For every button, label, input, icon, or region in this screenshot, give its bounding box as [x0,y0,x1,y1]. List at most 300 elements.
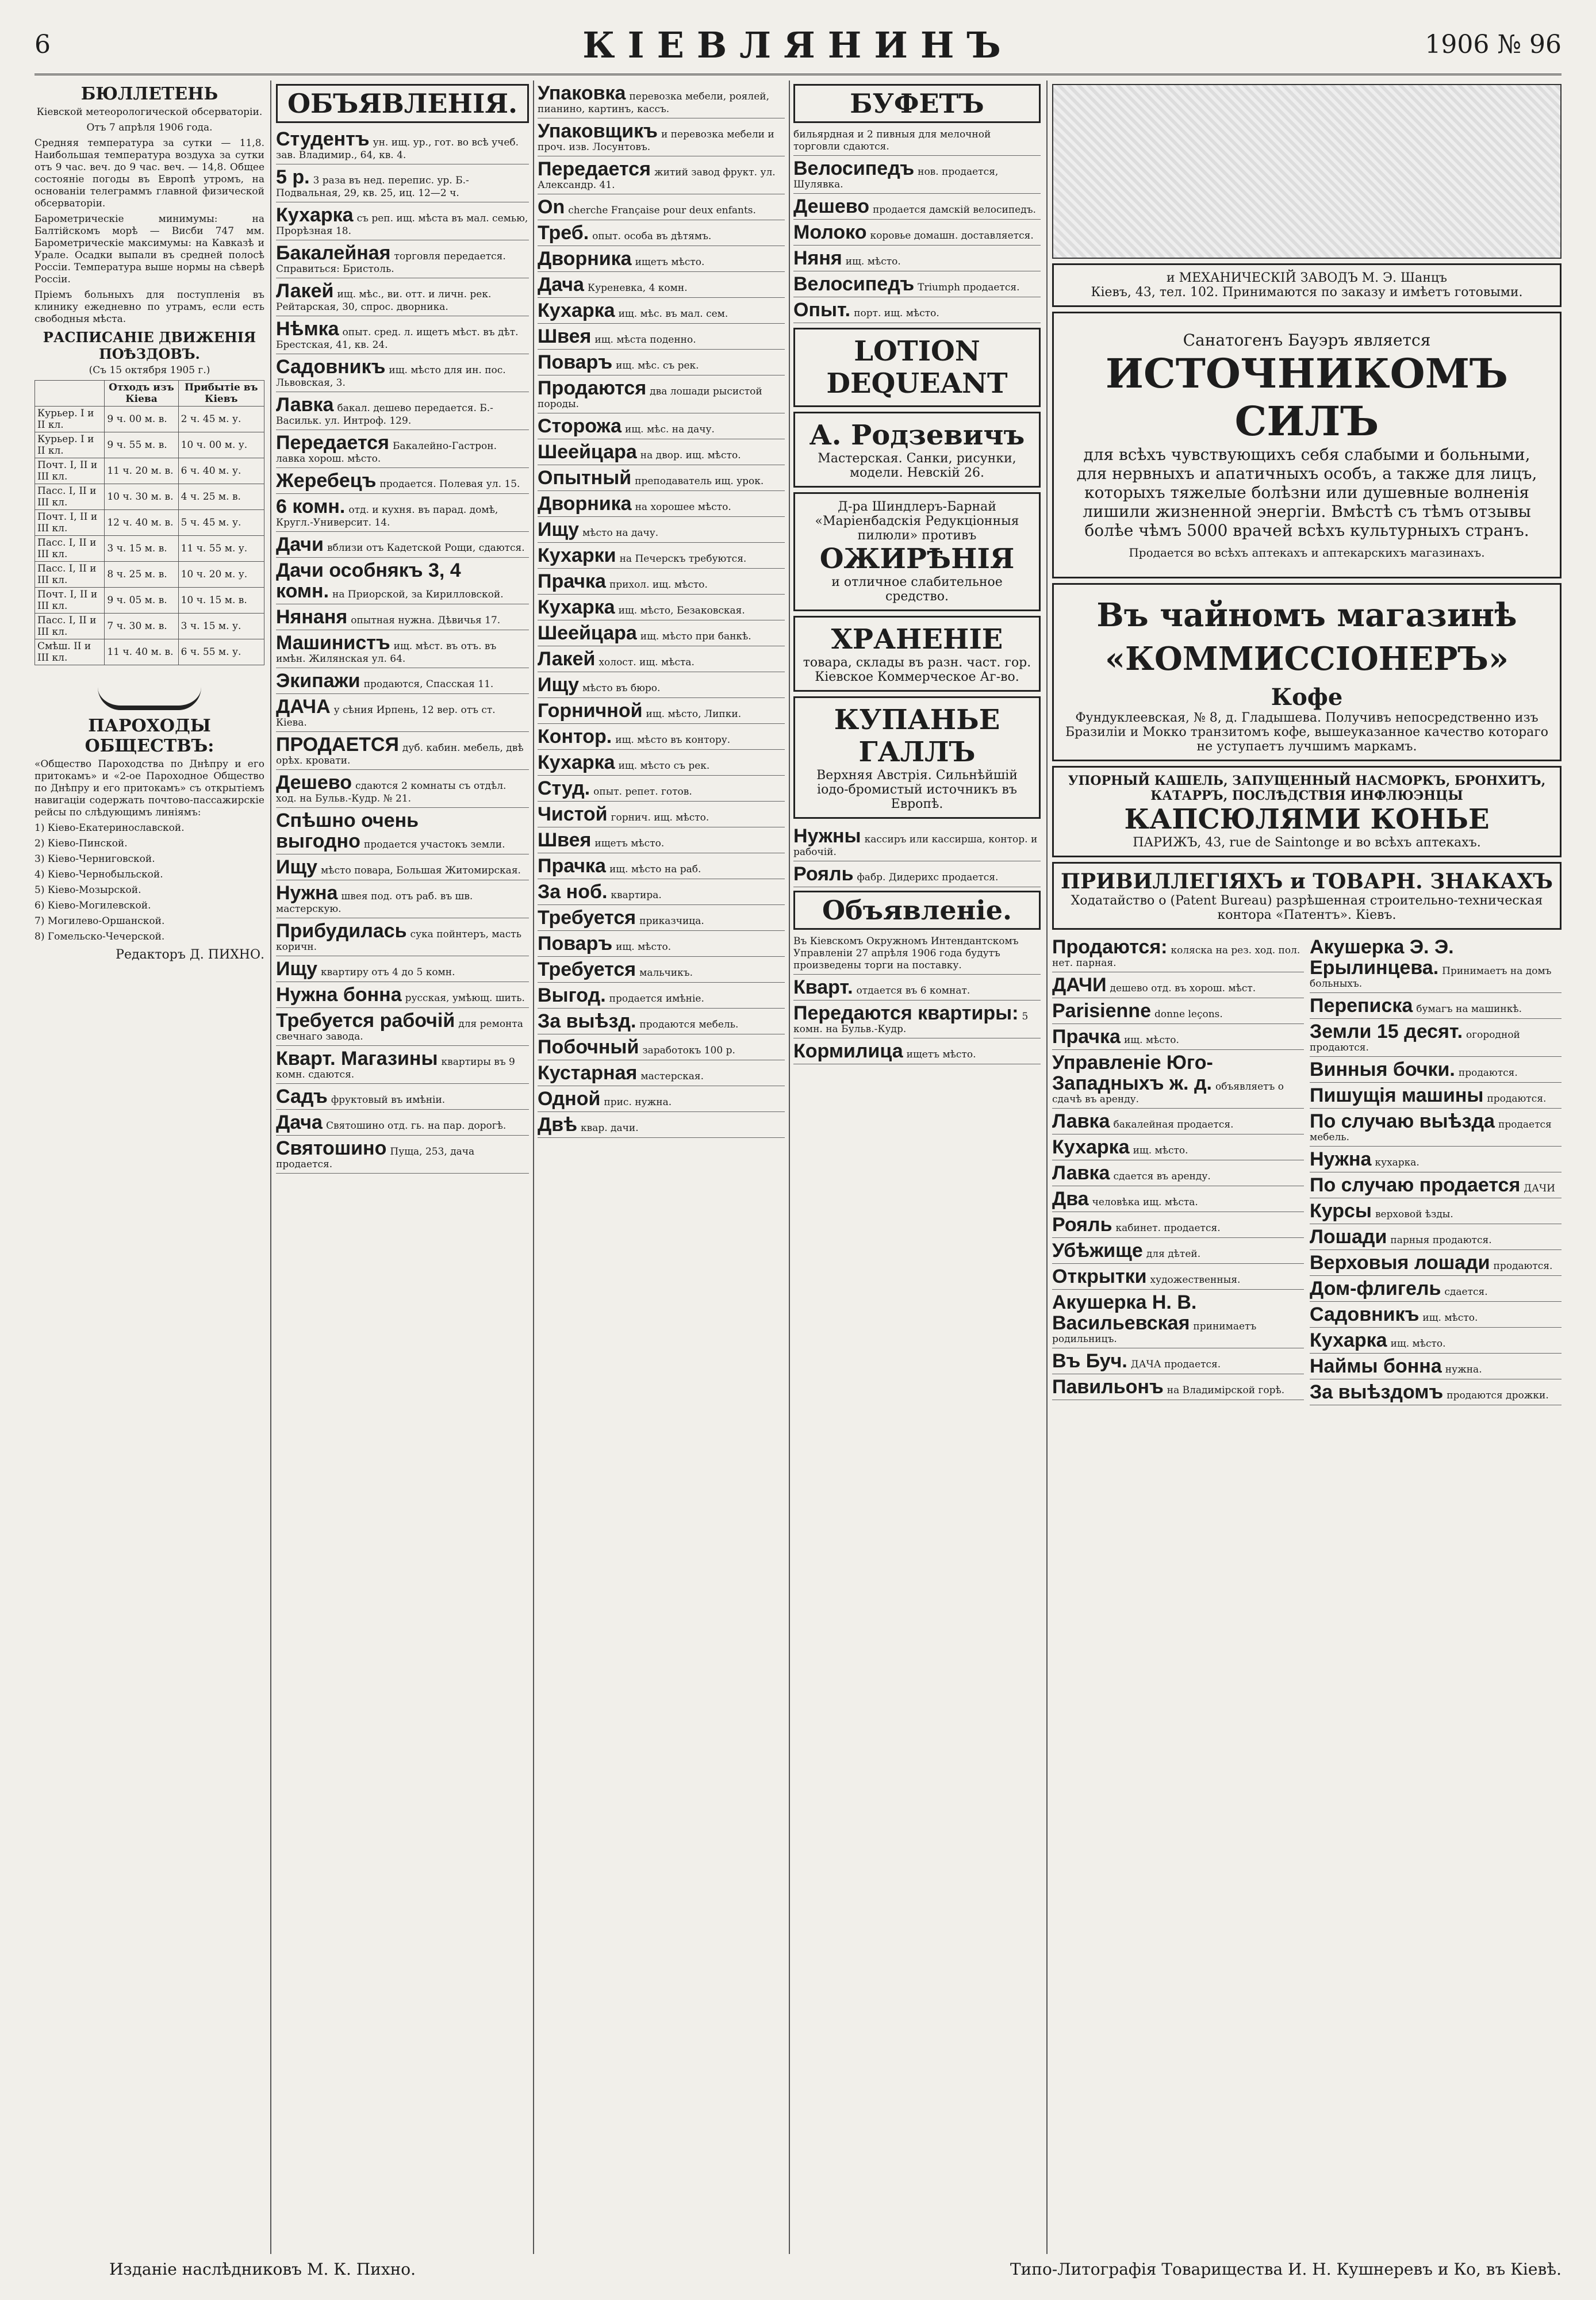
classified-ad [538,543,785,569]
classified-ad [276,956,529,982]
table-row [35,484,264,510]
classified-ad [1310,1250,1562,1276]
table-cell: 10 ч. 00 м. у. [178,432,264,458]
ad-keyword: Кухарка [276,204,354,226]
classified-ad [538,298,785,324]
ads-list [538,80,785,1138]
classified-ad [276,1046,529,1084]
classified-ad [276,1084,529,1110]
ad-text: ищ. мѣст. въ отъ. въ имѣн. Жилянская ул. 64. [276,641,497,665]
ad-text: продаются. [1487,1093,1547,1105]
classified-ad [538,491,785,517]
ad-keyword: Двѣ [538,1114,578,1136]
ad-keyword: Рояль [1052,1214,1112,1236]
classified-ad [1310,1379,1562,1405]
ad-keyword: Акушерка Н. В. Васильевская [1052,1291,1197,1334]
ad-keyword: Нужны [793,825,861,847]
patent-ad [1052,862,1562,930]
ad-text: и перевозка мебели и проч. изв. Лосунтовъ. [538,129,774,153]
classified-ad [1052,1109,1304,1134]
classified-ad [538,80,785,118]
classified-ad [538,983,785,1009]
column-rule [270,80,271,2254]
classified-ad [793,246,1041,271]
classified-ad [1052,934,1304,972]
table-cell: Почт. I, II и III кл. [35,510,105,536]
classified-ad [793,297,1041,323]
ad-keyword: Кварт. Магазины [276,1048,438,1070]
table-cell: 11 ч. 40 м. в. [105,639,178,665]
classified-ad [1052,1264,1304,1290]
classified-ad [538,465,785,491]
classified-ad [538,1034,785,1060]
ad-keyword: Швея [538,829,592,851]
ad-keyword: По случаю продается [1310,1174,1521,1196]
ad-text: нужна. [1445,1364,1482,1375]
ad-text: Святошино отд. гь. на пар. дорогѣ. [325,1120,507,1132]
classified-ad [538,246,785,272]
ad-text: порт. ищ. мѣсто. [854,308,939,319]
ad-text: заработокъ 100 р. [642,1045,735,1056]
ad-text: ищетъ мѣсто. [906,1049,976,1060]
classified-ad [538,220,785,246]
classified-ad [276,918,529,956]
classified-ad [538,375,785,413]
table-cell: 3 ч. 15 м. у. [178,614,264,639]
patent-title: ПРИВИЛЛЕГІЯХЪ и ТОВАРН. ЗНАКАХЪ [1061,869,1553,894]
obesity-text: и отличное слабительное средство. [831,575,1003,604]
classified-ad [1310,1276,1562,1302]
ad-keyword: Дачи особнякъ 3, 4 комн. [276,559,461,602]
ad-keyword: Бакалейная [276,242,391,264]
two-column-ads [1052,934,1562,1405]
ad-keyword: По случаю выѣзда [1310,1110,1495,1132]
ad-keyword: Продаются: [1052,936,1168,958]
classified-ad [538,1112,785,1138]
classified-ad [793,220,1041,246]
ad-text: ищ. мѣсто съ рек. [618,760,710,772]
ad-text: 3 раза въ нед. перепис. ур. Б.-Подвальная, 29, кв. 25, иц. 12—2 ч. [276,175,469,199]
classified-ad [1310,1057,1562,1083]
classified-ad [276,354,529,392]
ad-text: парныя продаются. [1390,1235,1492,1246]
ad-text: продается дамскій велосипедъ. [873,204,1036,216]
table-cell: 6 ч. 55 м. у. [178,639,264,665]
ad-text: ищ. мѣс., ви. отт. и личн. рек. Рейтарская, 30, спрос. дворника. [276,289,492,313]
ad-keyword: ДАЧА [276,696,331,718]
ships-text: «Общество Пароходства по Днѣпру и его притокамъ» и «2-ое Пароходное Общество по Днѣпру и его притокамъ» съ открытіемъ навигаціи содержать почтово-пассажирскіе рейсы по слѣдующимъ линіямъ: [34,758,264,818]
bath-text: Верхняя Австрія. Сильнѣйшій іодо-бромистый источникъ въ Европѣ. [816,768,1018,811]
ad-keyword: Шеейцара [538,441,637,463]
column-weather-schedule [34,80,264,2254]
ad-text: для ремонта свечнаго завода. [276,1018,523,1042]
column-classifieds-2 [538,80,785,2254]
ad-text: ищ. мѣс. на дачу. [625,424,715,435]
ad-text: прихол. ищ. мѣсто. [609,579,708,591]
factory-text: Кіевъ, 43, тел. 102. Принимаются по заказу и имѣетъ готовыми. [1091,285,1523,300]
classified-ad [1052,1212,1304,1238]
ships-title: ПАРОХОДЫ ОБЩЕСТВЪ: [85,716,214,756]
ad-keyword: Кустарная [538,1062,638,1084]
ad-text: квартиры въ 9 комн. сдаются. [276,1056,515,1080]
cough-remedy: КАПСЮЛЯМИ КОНЬЕ [1124,803,1490,835]
table-cell: 9 ч. 05 м. в. [105,588,178,614]
ad-keyword: Кухарка [1310,1329,1387,1351]
classified-ad [276,202,529,240]
ad-text: ищ. мѣсто для ин. пос. Львовская, 3. [276,365,506,389]
classified-ad [1052,998,1304,1024]
bath-title: КУПАНЬЕ ГАЛЛЪ [834,704,1000,768]
column-rule [533,80,534,2254]
ship-line: 4) Кіево-Чернобыльской. [34,869,163,880]
ad-text: ДАЧИ [1524,1183,1555,1194]
train-schedule-table [34,380,264,665]
ad-keyword: Горничной [538,700,643,722]
ad-text: donne leçons. [1154,1009,1223,1020]
ad-keyword: 5 р. [276,166,310,188]
sanatogen-title: ИСТОЧНИКОМЪ СИЛЪ [1105,350,1509,445]
editor-credit: Редакторъ Д. ПИХНО. [116,948,264,962]
classified-ad [276,278,529,316]
ad-text: мѣсто на дачу. [582,527,659,539]
ad-text: продаются мебель. [639,1019,739,1030]
rodzevich-title: А. Родзевичъ [809,419,1025,451]
classified-ad [538,957,785,983]
buffet-text: бильярдная и 2 пивныя для мелочной торговли сдаются. [793,126,1041,156]
ad-keyword: Упаковка [538,82,626,104]
ad-text: квартира. [611,890,662,901]
classified-ad [1052,1348,1304,1374]
factory-name: и МЕХАНИЧЕСКІЙ ЗАВОДЪ М. Э. Шанцъ [1166,271,1448,285]
ad-keyword: Передается [538,158,651,180]
classified-ad [1310,1147,1562,1172]
ad-keyword: Дача [538,274,584,296]
classified-ad [276,164,529,202]
classified-ad [1310,1302,1562,1328]
classified-ad [538,350,785,375]
classified-ad [1052,1160,1304,1186]
column-rule [1046,80,1048,2254]
classified-ad [1310,1019,1562,1057]
table-row [35,562,264,588]
announcement-text: Въ Кіевскомъ Окружномъ Интендантскомъ Управленіи 27 апрѣля 1906 года будутъ произведены торги на поставку. [793,933,1041,975]
ad-text: кабинет. продается. [1115,1222,1221,1234]
ad-keyword: Садъ [276,1086,328,1107]
ad-keyword: Студентъ [276,128,370,150]
ad-keyword: Опыт. [793,299,851,321]
ad-keyword: Передаются квартиры: [793,1002,1019,1024]
sanatogen-intro: Санатогенъ Бауэръ является [1183,331,1431,350]
ad-keyword: Прачка [538,570,606,592]
bulletin-text: Средняя температура за сутки — 11,8. Наибольшая температура воздуха за сутки отъ 9 час. веч. до 9 час. веч. — 14,8. Общее состояніе погоды въ Европѣ утромъ, на основаніи телеграммъ главной физической обсерваторіи. [34,137,264,209]
ad-keyword: Parisienne [1052,1000,1151,1022]
ad-keyword: Молоко [793,221,867,243]
table-row [35,536,264,562]
ad-keyword: On [538,196,565,218]
ad-keyword: ПРОДАЕТСЯ [276,734,399,756]
classified-ad [793,156,1041,194]
ad-text: продается мебель. [1310,1119,1552,1143]
classified-ad [793,1038,1041,1064]
patent-text: Ходатайство о (Patent Bureau) разрѣшенная строительно-техническая контора «Патентъ». Кіевъ. [1071,894,1543,922]
ad-keyword: Садовникъ [1310,1304,1419,1325]
publisher: Изданіе наслѣдниковъ М. К. Пихно. [109,2260,416,2279]
classified-ad [1310,993,1562,1019]
ad-text: съ реп. ищ. мѣста въ мал. семью, Прорѣзная 18. [276,213,528,237]
ad-text: ищ. мѣсто. [1133,1145,1188,1156]
ad-keyword: Ищу [538,674,580,696]
ad-text: на Печерскъ требуются. [619,553,747,565]
coffee-ad [1052,583,1562,761]
classified-ad [276,630,529,668]
ad-keyword: Поваръ [538,351,613,373]
ad-text: огородной продаются. [1310,1029,1520,1053]
table-cell: 2 ч. 45 м. у. [178,407,264,432]
ad-keyword: Нужна бонна [276,984,402,1006]
ad-keyword: Поваръ [538,933,613,954]
ad-keyword: Прибудилась [276,920,407,942]
ad-keyword: Дворника [538,248,632,270]
coffee-word: Кофе [1271,684,1343,711]
classified-ad [793,1000,1041,1038]
classified-ad [793,194,1041,220]
classified-ad [276,468,529,494]
ad-keyword: Кормилица [793,1040,903,1062]
table-cell: 10 ч. 20 м. у. [178,562,264,588]
table-row [35,510,264,536]
classified-ad [276,316,529,354]
ad-text: опытная нужна. Дѣвичья 17. [351,615,501,626]
ad-keyword: Продаются [538,377,647,399]
table-cell: Курьер. I и II кл. [35,407,105,432]
ad-keyword: Акушерка Э. Э. Ерылинцева. [1310,936,1454,979]
ad-keyword: Ищу [276,958,318,980]
table-cell: 9 ч. 00 м. в. [105,407,178,432]
doctor-name: Д-ра Шиндлеръ-Барнай [838,500,996,514]
classified-ad [538,272,785,298]
classified-ad [276,392,529,430]
classified-ad [538,1009,785,1034]
ads-list [793,156,1041,323]
table-cell: 8 ч. 25 м. в. [105,562,178,588]
classified-ad [538,194,785,220]
ad-keyword: Открытки [1052,1266,1147,1287]
ad-keyword: Нѣмка [276,318,339,340]
ad-text: верховой ѣзды. [1375,1209,1453,1220]
ad-keyword: Лакей [538,648,596,670]
ship-line: 8) Гомельско-Чечерской. [34,931,165,942]
ad-keyword: Требуется [538,959,636,980]
issue-number: 1906 № 96 [1425,30,1562,59]
classified-ad [1052,1238,1304,1264]
ad-keyword: Земли 15 десят. [1310,1021,1463,1042]
ship-line: 6) Кіево-Могилевской. [34,900,151,911]
ad-keyword: За ноб. [538,881,608,903]
ad-keyword: За выѣздомъ [1310,1381,1444,1403]
obesity-ad [793,492,1041,611]
ad-keyword: Чистой [538,803,608,825]
ad-text: квар. дачи. [581,1122,639,1134]
printer: Типо-Литографія Товарищества И. Н. Кушнеревъ и Ко, въ Кіевѣ. [1010,2260,1562,2279]
ad-keyword: Швея [538,325,592,347]
coffee-shop: «КОММИССІОНЕРЪ» [1105,640,1509,678]
ad-text: опыт. репет. готов. [593,786,692,798]
ship-line: 5) Кіево-Мозырской. [34,884,141,896]
ad-text: опыт. сред. л. ищетъ мѣст. въ дѣт. Брестская, 41, кв. 24. [276,327,519,351]
ad-keyword: Дом-флигель [1310,1278,1441,1300]
ad-keyword: Кухарка [1052,1136,1130,1158]
ad-text: ищ. мѣсто. [845,256,901,267]
ad-text: на двор. ищ. мѣсто. [640,450,741,461]
ad-text: торговля передается. Справиться: Бристоль. [276,251,506,275]
ad-keyword: Переписка [1310,995,1413,1017]
announcement-title: Объявленіе. [793,891,1041,930]
ad-text: перевозка мебели, роялей, пианино, картинъ, кассъ. [538,91,769,115]
sanatogen-footer: Продается во всѣхъ аптекахъ и аптекарскихъ магазинахъ. [1129,546,1485,559]
ad-keyword: Шеейцара [538,622,637,644]
ad-text: ищ. мѣсто на раб. [609,864,701,875]
ship-line: 2) Кіево-Пинской. [34,838,128,849]
ad-text: для дѣтей. [1146,1248,1201,1260]
ad-keyword: Два [1052,1188,1089,1210]
ad-text: фруктовый въ имѣніи. [331,1094,446,1106]
classified-ad [1052,1290,1304,1348]
table-header [35,381,105,407]
ad-keyword: Кухарка [538,752,615,773]
classified-ad [538,776,785,802]
ad-text: мастерская. [640,1071,704,1082]
ad-keyword: ДАЧИ [1052,974,1107,996]
ad-text: на Приорской, за Кирилловской. [332,589,504,600]
classified-ad [538,802,785,827]
ad-keyword: Управленіе Юго-Западныхъ ж. д. [1052,1052,1213,1094]
lotion-title: LOTION DEQUEANT [826,335,1008,400]
storage-text: товара, склады въ разн. част. гор. Кіевское Коммерческое Аг-во. [803,656,1031,684]
ad-text: продаются дрожки. [1447,1390,1549,1401]
cough-ad [1052,766,1562,857]
ad-text: продается имѣніе. [609,993,704,1005]
ad-text: отд. и кухня. въ парад. домѣ, Кругл.-Университ. 14. [276,504,498,528]
table-header: Прибытіе въ Кіевъ [178,381,264,407]
ad-text: художественныя. [1150,1274,1241,1286]
ad-keyword: Лавка [1052,1162,1110,1184]
ad-text: на Владимірской горѣ. [1167,1385,1285,1396]
classified-ad [276,604,529,630]
classified-ad [538,156,785,194]
ad-text: Пуща, 253, дача продается. [276,1146,475,1170]
ad-keyword: Въ Буч. [1052,1350,1127,1372]
classified-ad [538,646,785,672]
classified-ad [538,879,785,905]
ads-list [793,975,1041,1064]
ad-keyword: Курсы [1310,1200,1372,1222]
classified-ad [276,694,529,732]
ad-text: Triumph продается. [918,282,1020,293]
ads-list [276,126,529,1174]
lotion-ad [793,328,1041,407]
ad-text: принимаетъ родильницъ. [1052,1321,1257,1345]
ad-text: ищ. мѣсто. [616,941,672,953]
ad-keyword: Треб. [538,222,589,244]
ad-keyword: Убѣжище [1052,1240,1143,1262]
ad-text: холост. ищ. мѣста. [598,657,695,668]
table-row [35,588,264,614]
table-cell: 10 ч. 30 м. в. [105,484,178,510]
table-cell: Пасс. I, II и III кл. [35,484,105,510]
cough-text: ПАРИЖЪ, 43, rue de Saintonge и во всѣхъ аптекахъ. [1133,835,1481,850]
ad-text: мѣсто въ бюро. [582,683,661,694]
ads-list [793,823,1041,887]
classified-ad [538,517,785,543]
table-row [35,458,264,484]
ads-list [1052,934,1304,1405]
ad-keyword: Дача [276,1111,323,1133]
ad-keyword: За выѣзд. [538,1010,636,1032]
classified-ad [1310,934,1562,993]
ad-keyword: Сторожа [538,415,622,437]
ad-keyword: Няня [793,247,842,269]
ad-text: ищетъ мѣсто. [594,838,665,849]
column-rule [789,80,790,2254]
classified-ad [276,668,529,694]
coffee-heading: Въ чайномъ магазинѣ [1096,596,1517,634]
table-cell: Пасс. I, II и III кл. [35,562,105,588]
classified-ad [538,905,785,931]
table-cell: Почт. I, II и III кл. [35,588,105,614]
ad-text: коляска на рез. ход. пол. нет. парная. [1052,945,1300,969]
classified-ad [1310,1328,1562,1354]
ad-keyword: Прачка [1052,1026,1121,1048]
classified-ad [538,853,785,879]
ad-text: бумагъ на машинкѣ. [1416,1003,1522,1015]
classified-ad [1052,1024,1304,1050]
ad-keyword: Дешево [276,772,352,793]
classified-ad [538,413,785,439]
page-number: 6 [34,30,51,59]
table-cell: Курьер. I и II кл. [35,432,105,458]
table-row [35,614,264,639]
schedule-title: РАСПИСАНІЕ ДВИЖЕНІЯ ПОѢЗДОВЪ. [43,329,256,362]
table-cell: Смѣш. II и III кл. [35,639,105,665]
storage-title: ХРАНЕНІЕ [831,623,1003,656]
ad-text: бакал. дешево передается. Б.-Васильк. ул. Интроф. 129. [276,402,493,427]
classified-ad [276,1110,529,1136]
ad-text: ищ. мѣсто въ контору. [615,734,731,746]
ad-text: ищ. мѣсто. [1123,1034,1179,1046]
ad-text: опыт. особа въ дѣтямъ. [592,231,712,242]
ad-keyword: Винныя бочки. [1310,1059,1455,1080]
classified-ad [1310,1172,1562,1198]
classified-ad [276,982,529,1008]
ad-keyword: Жеребецъ [276,470,377,492]
classified-ad [1052,1134,1304,1160]
classified-ad [276,240,529,278]
ad-text: отдается въ 6 комнат. [856,985,970,996]
classified-ad [538,1086,785,1112]
ad-text: сдаются 2 комнаты съ отдѣл. ход. на Бульв.-Кудр. № 21. [276,780,507,804]
ad-text: ищ. мѣста поденно. [594,334,696,346]
ad-text: человѣка ищ. мѣста. [1092,1197,1198,1208]
classified-ad [276,126,529,164]
ad-text: Куреневка, 4 комн. [587,282,688,294]
ad-text: русская, умѣющ. шить. [405,992,525,1004]
table-cell: 9 ч. 55 м. в. [105,432,178,458]
classified-ad [276,854,529,880]
ad-text: сдается въ аренду. [1113,1171,1211,1182]
table-cell: 10 ч. 15 м. в. [178,588,264,614]
ad-keyword: Рояль [793,863,854,885]
ad-keyword: Садовникъ [276,356,386,378]
